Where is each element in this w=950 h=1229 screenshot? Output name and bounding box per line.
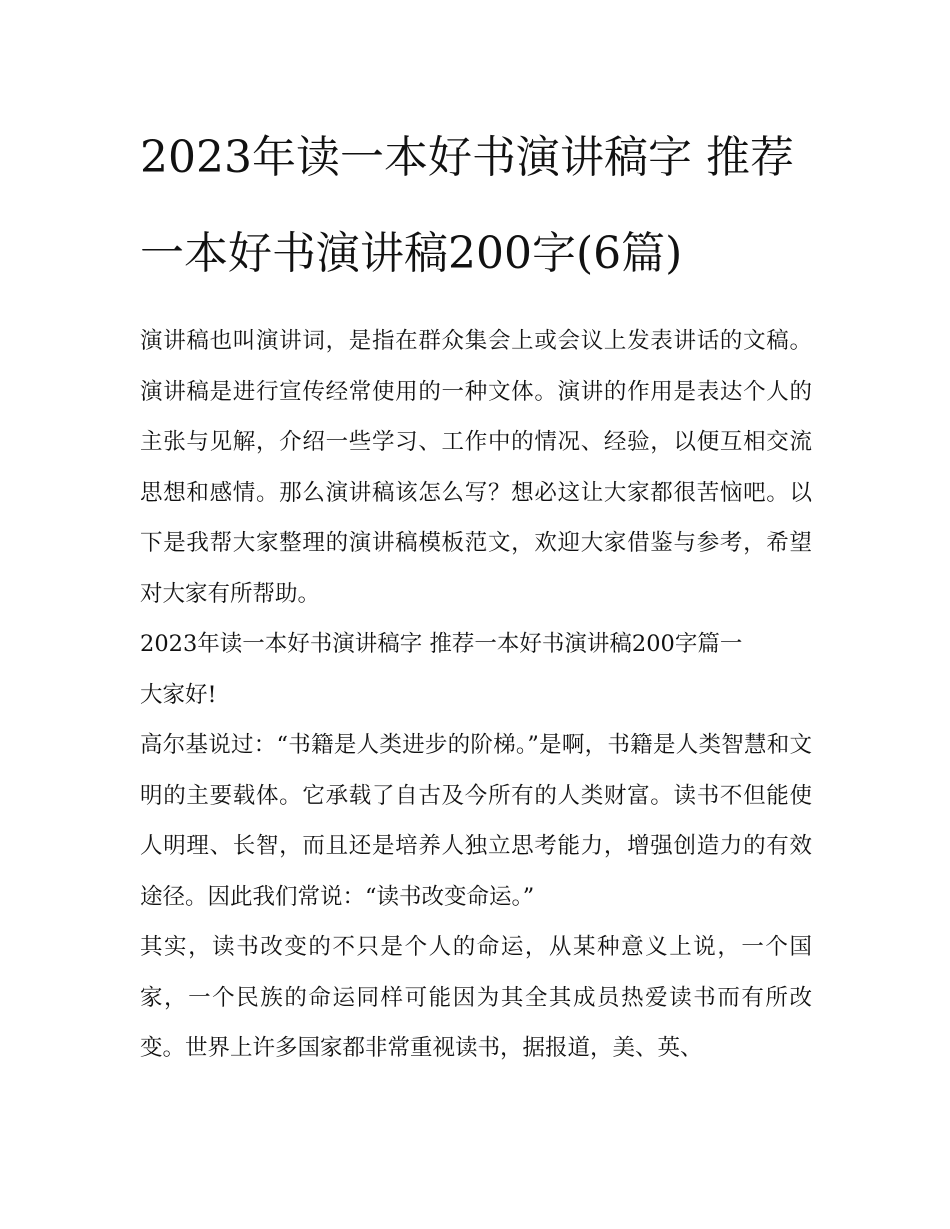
document-title: 2023年读一本好书演讲稿字 推荐一本好书演讲稿200字(6篇): [140, 132, 794, 279]
greeting-paragraph: 大家好!: [140, 681, 217, 708]
body-paragraph: 其实，读书改变的不只是个人的命运，从某种意义上说，一个国家，一个民族的命运同样可能因为其全其成员热爱读书而有所改变。世界上许多国家都非常重视读书，据报道，美、英、: [140, 934, 812, 1061]
intro-paragraph: 演讲稿也叫演讲词，是指在群众集会上或会议上发表讲话的文稿。演讲稿是进行宣传经常使用的一种文体。演讲的作用是表达个人的主张与见解，介绍一些学习、工作中的情况、经验，以便互相交流思想和感情。那么演讲稿该怎么写？想必这让大家都很苦恼吧。以下是我帮大家整理的演讲稿模板范文，欢迎大家借鉴与参考，希望对大家有所帮助。: [140, 328, 812, 607]
section-heading: 2023年读一本好书演讲稿字 推荐一本好书演讲稿200字篇一: [140, 631, 743, 657]
body-paragraph: 高尔基说过：“书籍是人类进步的阶梯。”是啊，书籍是人类智慧和文明的主要载体。它承载了自古及今所有的人类财富。读书不但能使人明理、长智，而且还是培养人独立思考能力，增强创造力的有效途径。因此我们常说：“读书改变命运。”: [140, 732, 812, 910]
document-page: [140, 110, 812, 1074]
